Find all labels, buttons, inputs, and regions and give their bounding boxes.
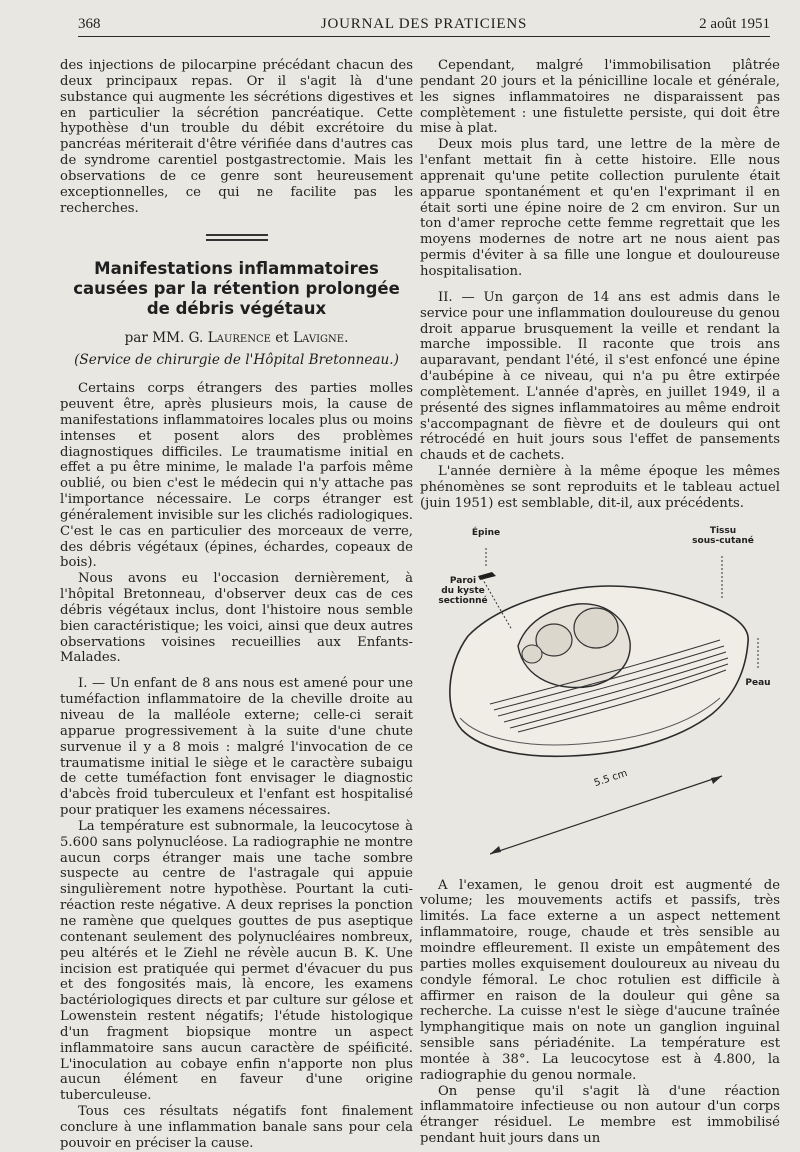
label-line: sous-cutané bbox=[692, 535, 754, 546]
page-number: 368 bbox=[78, 16, 101, 32]
body-paragraph: Cependant, malgré l'immobilisation plâtrée pendant 20 jours et la pénicilline locale et générale, les signes inflammatoires ne disparaissent pas complètement : une fistulette persiste, qui doit être mise à plat. bbox=[420, 58, 780, 137]
case-paragraph: II. — Un garçon de 14 ans est admis dans le service pour une inflammation douloureuse du genou droit apparue brusquement la veille et rendant la marche impossible. Il raconte que trois ans auparavant, pendant l'été, il s'est enfoncé une épine d'aubépine à ce niveau, qui n'a pu être extirpée complètement. L'année d'après, en juillet 1949, il a présenté des signes inflammatoires au même endroit s'accompagnant de fièvre et de douleurs qui ont rétrocédé en huit jours sous l'effet de pansements chauds et de cachets. bbox=[420, 289, 780, 464]
body-paragraph: On pense qu'il s'agit là d'une réaction inflammatoire infectieuse ou non autour d'un corps étranger résiduel. Le membre est immobilisé pendant huit jours dans un bbox=[420, 1083, 780, 1147]
body-paragraph: Tous ces résultats négatifs font finalement conclure à une inflammation banale sans pour cela pouvoir en préciser la cause. bbox=[60, 1104, 413, 1151]
label-peau: Peau bbox=[745, 677, 771, 688]
body-paragraph: Deux mois plus tard, une lettre de la mère de l'enfant mettait fin à cette histoire. Elle nous apprenait qu'une petite collection purulente était apparue spontanément et qu'en l'exprimant il en était sorti une épine noire de 2 cm environ. Sur un ton d'amer reproche cette femme regrettait que les moyens modernes de notre art ne nous aient pas permis d'éviter à sa fille une longue et douloureuse hospitalisation. bbox=[420, 137, 780, 279]
scale-label: 5.5 cm bbox=[592, 767, 629, 789]
article-title bbox=[60, 259, 413, 319]
body-paragraph: La température est subnormale, la leucocytose à 5.600 sans polynucléose. La radiographie ne montre aucun corps étranger mais une tache sombre suspecte au centre de l'astragale qui appuie singulièrement notre hypothèse. Pourtant la cuti-réaction reste négative. A deux reprises la ponction ne ramène que quelques gouttes de pus aseptique contenant seulement des polynucléaires nombreux, peu altérés et le Ziehl ne révèle aucun B. K. Une incision est pratiquée qui permet d'évacuer du pus et des fongosités mais, là encore, les examens bactériologiques directs et par culture sur gélose et Lowenstein restent négatifs; l'étude histologique d'un fragment biopsique montre un aspect inflammatoire sans aucun caractère de spéificité. L'inoculation au cobaye enfin n'apporte non plus aucun élément en faveur d'une origine tuberculeuse. bbox=[60, 818, 413, 1104]
specimen-illustration bbox=[420, 518, 780, 870]
article-affiliation: (Service de chirurgie de l'Hôpital Bretonneau.) bbox=[74, 352, 399, 369]
journal-title: JOURNAL DES PRATICIENS bbox=[320, 16, 528, 32]
author-name: Laurence bbox=[207, 330, 271, 347]
issue-date: 2 août 1951 bbox=[699, 16, 770, 32]
label-line: Tissu bbox=[709, 525, 737, 536]
label-line: du kyste bbox=[441, 585, 485, 596]
article-title-line: Manifestations inflammatoires bbox=[94, 259, 379, 279]
scale-bar bbox=[490, 776, 722, 854]
article-title-line: de débris végétaux bbox=[146, 299, 327, 319]
specimen-drawing bbox=[420, 518, 780, 870]
body-paragraph: L'année dernière à la même époque les mêmes phénomènes se sont reproduits et le tableau actuel (juin 1951) est semblable, dit-il, aux précédents. bbox=[420, 464, 780, 511]
right-column bbox=[420, 58, 780, 1147]
intro-paragraph: des injections de pilocarpine précédant chacun des deux principaux repas. Or il s'agit là d'une substance qui augmente les sécrétions digestives et en particulier la sécrétion pancréatique. Cette hypothèse d'un trouble du débit excrétoire du pancréas mériterait d'être vérifiée dans d'autres cas de syndrome carentiel postgastrectomie. Mais les observations de ce genre sont heureusement exceptionnelles, ce qui ne facilite pas les recherches. bbox=[60, 58, 413, 216]
article-authors bbox=[60, 331, 413, 347]
case-paragraph: I. — Un enfant de 8 ans nous est amené pour une tuméfaction inflammatoire de la cheville droite au niveau de la malléole externe; celle-ci serait apparue progressivement à la suite d'une chute survenue il y a 8 mois : malgré l'invocation de ce traumatisme initial le siège et le caractère subaigu de cette tuméfaction font envisager le diagnostic d'abcès froid tuberculeux et l'enfant est hospitalisé pour pratiquer les examens nécessaires. bbox=[60, 676, 413, 819]
scale-arrowhead bbox=[490, 846, 501, 854]
running-header bbox=[78, 14, 770, 37]
label-subcutaneous-tissue bbox=[688, 526, 758, 546]
label-line: sectionné bbox=[438, 595, 488, 606]
label-epine: Épine bbox=[471, 527, 501, 538]
body-paragraph: A l'examen, le genou droit est augmenté de volume; les mouvements actifs et passifs, très limités. La face externe a un aspect nettement inflammatoire, rouge, chaude et très sensible au moindre effleurement. Il existe un empâtement des parties molles exquisement douloureux au niveau du condyle fémoral. Le choc rotulien est difficile à affirmer en raison de la douleur qui gêne sa recherche. La cuisse n'est le siège d'aucune traînée lymphangitique mais on note un ganglion inguinal sensible sans périadénite. La température est montée à 38°. La leucocytose est à 4.800, la radiographie du genou normale. bbox=[420, 877, 780, 1083]
cyst-lobule bbox=[522, 645, 542, 663]
cyst-lobule bbox=[574, 608, 618, 648]
label-line: Paroi bbox=[449, 575, 477, 586]
authors-conjunction: et bbox=[275, 330, 289, 347]
authors-prefix: par MM. G. bbox=[124, 330, 204, 347]
section-separator bbox=[206, 234, 268, 241]
body-paragraph: Nous avons eu l'occasion dernièrement, à l'hôpital Bretonneau, d'observer deux cas de ces débris végétaux inclus, dont l'histoire nous semble bien caractéristique; les voici, ainsi que deux autres observations voisines recueillies aux Enfants-Malades. bbox=[60, 571, 413, 666]
article-title-line: causées par la rétention prolongée bbox=[73, 279, 400, 299]
scale-arrowhead bbox=[711, 776, 722, 784]
author-name: Lavigne. bbox=[293, 330, 349, 347]
left-column bbox=[60, 58, 413, 1152]
label-cyst-wall bbox=[434, 576, 492, 606]
body-paragraph: Certains corps étrangers des parties molles peuvent être, après plusieurs mois, la cause de manifestations inflammatoires locales plus ou moins intenses et posent alors des problèmes diagnostiques difficiles. Le traumatisme initial en effet a pu être minime, le malade l'a parfois même oublié, ou bien c'est le médecin qui n'y attache pas l'importance nécessaire. Le corps étranger est généralement invisible sur les clichés radiologiques. C'est le cas en particulier des morceaux de verre, des débris végétaux (épines, échardes, copeaux de bois). bbox=[60, 381, 413, 571]
